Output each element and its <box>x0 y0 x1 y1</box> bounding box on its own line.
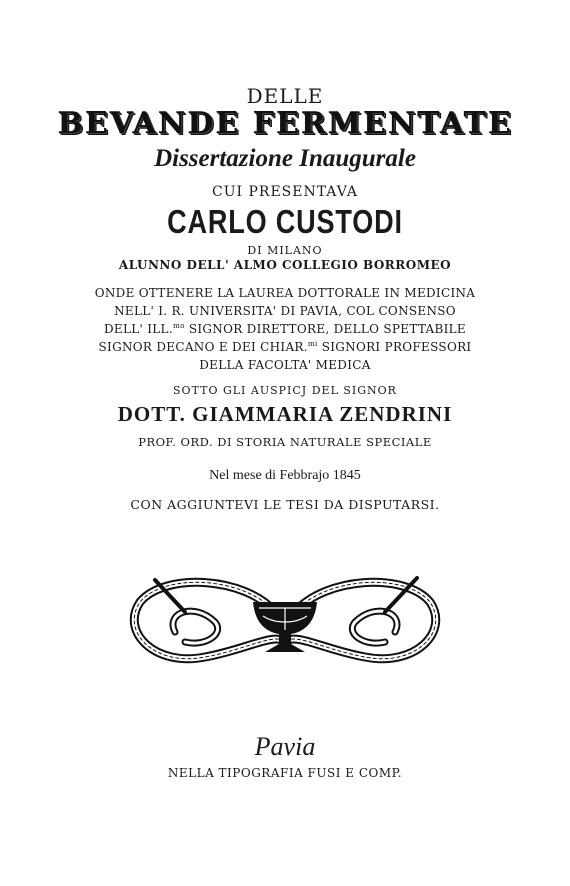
paragraph-line: DELLA FACOLTA' MEDICA <box>199 358 371 372</box>
superscript: mo <box>172 321 185 330</box>
paragraph-line <box>0 320 570 338</box>
author-origin: DI MILANO <box>247 244 323 257</box>
sponsor-title: PROF. ORD. DI STORIA NATURALE SPECIALE <box>138 435 432 449</box>
superscript: mi <box>307 339 318 348</box>
dedication-paragraph <box>0 284 570 374</box>
author-name: CARLO CUSTODI <box>167 203 403 240</box>
paragraph-fragment: DELL' ILL. <box>104 322 173 336</box>
auspices-label: SOTTO GLI AUSPICJ DEL SIGNOR <box>173 384 397 397</box>
main-title: BEVANDE FERMENTATE <box>57 106 513 141</box>
author-college: ALUNNO DELL' ALMO COLLEGIO BORROMEO <box>118 258 452 272</box>
serpents-and-chalice-icon <box>125 572 445 668</box>
sponsor-name: DOTT. GIAMMARIA ZENDRINI <box>117 402 453 426</box>
printer-line: NELLA TIPOGRAFIA FUSI E COMP. <box>167 766 403 780</box>
paragraph-line: ONDE OTTENERE LA LAUREA DOTTORALE IN MEDICINA <box>94 286 476 300</box>
paragraph-line <box>0 338 570 356</box>
paragraph-line: NELL' I. R. UNIVERSITA' DI PAVIA, COL CONSENSO <box>114 304 456 318</box>
theses-line: CON AGGIUNTEVI LE TESI DA DISPUTARSI. <box>130 497 440 512</box>
presented-by-label: CUI PRESENTAVA <box>212 184 358 200</box>
subtitle: Dissertazione Inaugurale <box>154 145 416 172</box>
title-delle: DELLE <box>246 84 324 108</box>
paragraph-fragment: SIGNOR DECANO E DEI CHIAR. <box>98 340 308 354</box>
paragraph-fragment: SIGNOR DIRETTORE, DELLO SPETTABILE <box>188 322 466 336</box>
paragraph-fragment: SIGNORI PROFESSORI <box>321 340 472 354</box>
date-line: Nel mese di Febbrajo 1845 <box>209 468 361 483</box>
place-of-publication: Pavia <box>254 732 316 761</box>
